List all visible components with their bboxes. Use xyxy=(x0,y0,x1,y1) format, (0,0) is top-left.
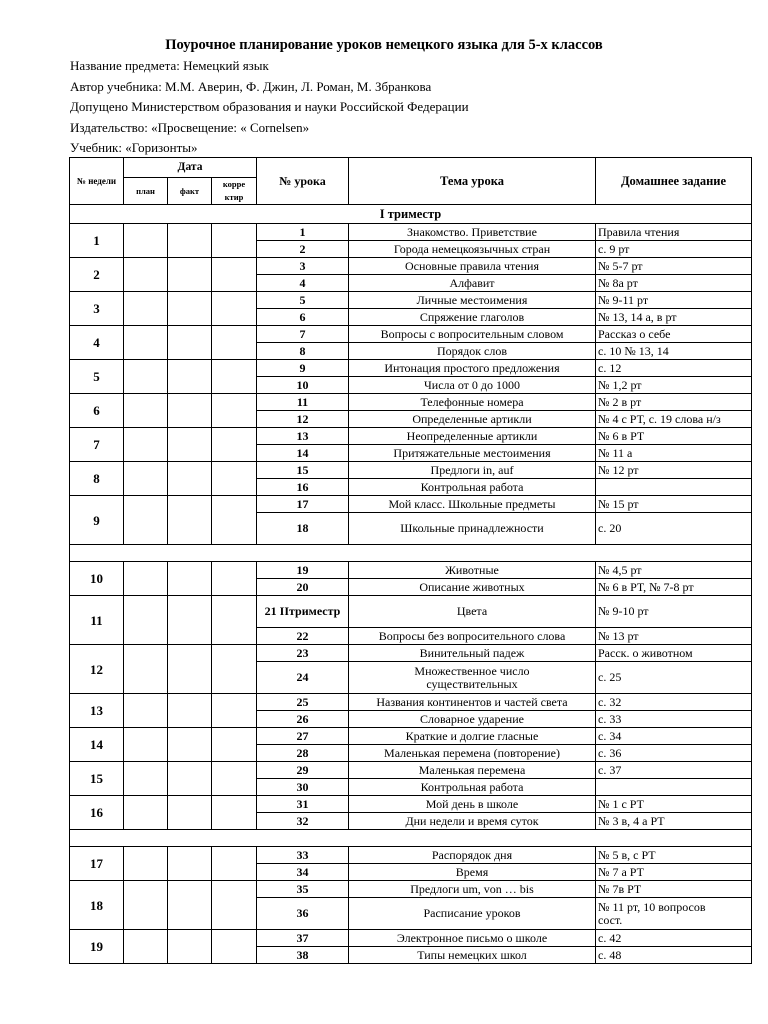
table-row xyxy=(70,694,752,711)
table-row xyxy=(70,462,752,479)
plan-date-cell xyxy=(124,496,168,545)
fact-date-cell xyxy=(168,728,212,762)
spacer-row xyxy=(70,545,752,562)
header-homework: Домашнее задание xyxy=(596,158,752,205)
lesson-topic: Описание животных xyxy=(349,579,596,596)
correction-date-cell xyxy=(212,428,257,462)
week-number: 19 xyxy=(70,930,124,964)
lesson-topic: Дни недели и время суток xyxy=(349,813,596,830)
homework: с. 12 xyxy=(596,360,752,377)
correction-date-cell xyxy=(212,728,257,762)
correction-date-cell xyxy=(212,762,257,796)
lesson-topic: Города немецкоязычных стран xyxy=(349,241,596,258)
homework: № 4,5 рт xyxy=(596,562,752,579)
fact-date-cell xyxy=(168,645,212,694)
plan-date-cell xyxy=(124,881,168,930)
lesson-topic: Основные правила чтения xyxy=(349,258,596,275)
header-plan: план xyxy=(124,178,168,205)
homework: № 7в РТ xyxy=(596,881,752,898)
lesson-number: 30 xyxy=(257,779,349,796)
table-row xyxy=(70,258,752,275)
header-row xyxy=(70,158,752,178)
lesson-topic: Неопределенные артикли xyxy=(349,428,596,445)
lesson-number: 33 xyxy=(257,847,349,864)
fact-date-cell xyxy=(168,360,212,394)
lesson-topic: Контрольная работа xyxy=(349,779,596,796)
subject-line: Название предмета: Немецкий язык xyxy=(70,58,269,73)
lesson-topic: Школьные принадлежности xyxy=(349,513,596,545)
lesson-topic: Словарное ударение xyxy=(349,711,596,728)
homework: № 9-11 рт xyxy=(596,292,752,309)
lesson-number: 11 xyxy=(257,394,349,411)
lesson-number: 1 xyxy=(257,224,349,241)
fact-date-cell xyxy=(168,847,212,881)
lesson-topic: Телефонные номера xyxy=(349,394,596,411)
correction-date-cell xyxy=(212,596,257,645)
lesson-number: 4 xyxy=(257,275,349,292)
homework: с. 32 xyxy=(596,694,752,711)
week-number: 12 xyxy=(70,645,124,694)
lesson-number: 7 xyxy=(257,326,349,343)
lesson-topic: Предлоги um, von … bis xyxy=(349,881,596,898)
lesson-number: 14 xyxy=(257,445,349,462)
homework: № 11 рт, 10 вопросов сост. xyxy=(596,898,752,930)
table-row xyxy=(70,728,752,745)
plan-date-cell xyxy=(124,645,168,694)
plan-date-cell xyxy=(124,258,168,292)
table-row xyxy=(70,428,752,445)
lesson-topic: Спряжение глаголов xyxy=(349,309,596,326)
lesson-number: 34 xyxy=(257,864,349,881)
plan-date-cell xyxy=(124,224,168,258)
lesson-number: 18 xyxy=(257,513,349,545)
week-number: 15 xyxy=(70,762,124,796)
lesson-number: 15 xyxy=(257,462,349,479)
lesson-topic: Животные xyxy=(349,562,596,579)
lesson-topic: Притяжательные местоимения xyxy=(349,445,596,462)
table-row xyxy=(70,796,752,813)
table-row xyxy=(70,292,752,309)
fact-date-cell xyxy=(168,796,212,830)
lesson-number: 19 xyxy=(257,562,349,579)
homework: с. 42 xyxy=(596,930,752,947)
correction-date-cell xyxy=(212,796,257,830)
lesson-topic: Вопросы без вопросительного слова xyxy=(349,628,596,645)
lesson-topic: Мой класс. Школьные предметы xyxy=(349,496,596,513)
lesson-number: 27 xyxy=(257,728,349,745)
lesson-number: 3 xyxy=(257,258,349,275)
week-number: 10 xyxy=(70,562,124,596)
lesson-topic: Время xyxy=(349,864,596,881)
homework: Расск. о животном xyxy=(596,645,752,662)
lesson-number: 13 xyxy=(257,428,349,445)
week-number: 1 xyxy=(70,224,124,258)
correction-date-cell xyxy=(212,224,257,258)
plan-date-cell xyxy=(124,796,168,830)
approval-line: Допущено Министерством образования и науки Российской Федерации xyxy=(70,99,469,114)
week-number: 7 xyxy=(70,428,124,462)
homework: Правила чтения xyxy=(596,224,752,241)
homework: с. 37 xyxy=(596,762,752,779)
lesson-number: 8 xyxy=(257,343,349,360)
correction-date-cell xyxy=(212,694,257,728)
plan-date-cell xyxy=(124,562,168,596)
homework: с. 36 xyxy=(596,745,752,762)
fact-date-cell xyxy=(168,258,212,292)
lesson-number: 2 xyxy=(257,241,349,258)
homework: № 3 в, 4 а РТ xyxy=(596,813,752,830)
homework: с. 34 xyxy=(596,728,752,745)
homework: с. 48 xyxy=(596,947,752,964)
week-number: 11 xyxy=(70,596,124,645)
lesson-number: 23 xyxy=(257,645,349,662)
lesson-number: 16 xyxy=(257,479,349,496)
table-row xyxy=(70,881,752,898)
fact-date-cell xyxy=(168,496,212,545)
table-row xyxy=(70,645,752,662)
correction-date-cell xyxy=(212,562,257,596)
lesson-number: 22 xyxy=(257,628,349,645)
lesson-topic: Предлоги in, auf xyxy=(349,462,596,479)
lesson-number: 26 xyxy=(257,711,349,728)
week-number: 9 xyxy=(70,496,124,545)
homework xyxy=(596,779,752,796)
lesson-number: 31 xyxy=(257,796,349,813)
fact-date-cell xyxy=(168,292,212,326)
lesson-number: 32 xyxy=(257,813,349,830)
table-row xyxy=(70,562,752,579)
lesson-number: 36 xyxy=(257,898,349,930)
homework: № 1,2 рт xyxy=(596,377,752,394)
lesson-topic: Типы немецких школ xyxy=(349,947,596,964)
lesson-topic: Интонация простого предложения xyxy=(349,360,596,377)
lesson-number: 37 xyxy=(257,930,349,947)
homework: № 11 а xyxy=(596,445,752,462)
lesson-plan-table xyxy=(69,157,752,964)
plan-date-cell xyxy=(124,694,168,728)
homework xyxy=(596,479,752,496)
homework: № 5 в, с РТ xyxy=(596,847,752,864)
plan-date-cell xyxy=(124,326,168,360)
correction-date-cell xyxy=(212,462,257,496)
lesson-topic: Контрольная работа xyxy=(349,479,596,496)
homework: № 6 в РТ xyxy=(596,428,752,445)
table-row xyxy=(70,930,752,947)
lesson-number: 24 xyxy=(257,662,349,694)
homework: с. 20 xyxy=(596,513,752,545)
lesson-topic: Вопросы с вопросительным словом xyxy=(349,326,596,343)
header-topic: Тема урока xyxy=(349,158,596,205)
homework: № 4 с РТ, с. 19 слова н/з xyxy=(596,411,752,428)
fact-date-cell xyxy=(168,596,212,645)
table-row xyxy=(70,224,752,241)
lesson-number: 20 xyxy=(257,579,349,596)
homework: № 8а рт xyxy=(596,275,752,292)
author-line: Автор учебника: М.М. Аверин, Ф. Джин, Л. Роман, М. Збранкова xyxy=(70,79,432,94)
lesson-number: 17 xyxy=(257,496,349,513)
week-number: 18 xyxy=(70,881,124,930)
week-number: 13 xyxy=(70,694,124,728)
plan-date-cell xyxy=(124,394,168,428)
fact-date-cell xyxy=(168,930,212,964)
homework: с. 25 xyxy=(596,662,752,694)
spacer-cell xyxy=(70,830,752,847)
correction-date-cell xyxy=(212,645,257,694)
correction-date-cell xyxy=(212,326,257,360)
header-correction: корре ктир xyxy=(212,178,257,205)
fact-date-cell xyxy=(168,224,212,258)
week-number: 4 xyxy=(70,326,124,360)
lesson-number: 38 xyxy=(257,947,349,964)
lesson-topic: Краткие и долгие гласные xyxy=(349,728,596,745)
plan-date-cell xyxy=(124,762,168,796)
table-row xyxy=(70,360,752,377)
lesson-topic: Личные местоимения xyxy=(349,292,596,309)
homework: с. 33 xyxy=(596,711,752,728)
correction-date-cell xyxy=(212,258,257,292)
lesson-topic: Знакомство. Приветствие xyxy=(349,224,596,241)
homework: № 12 рт xyxy=(596,462,752,479)
correction-date-cell xyxy=(212,394,257,428)
lesson-topic: Электронное письмо о школе xyxy=(349,930,596,947)
fact-date-cell xyxy=(168,762,212,796)
fact-date-cell xyxy=(168,462,212,496)
spacer-cell xyxy=(70,545,752,562)
lesson-number: 9 xyxy=(257,360,349,377)
lesson-topic: Определенные артикли xyxy=(349,411,596,428)
lesson-topic: Числа от 0 до 1000 xyxy=(349,377,596,394)
fact-date-cell xyxy=(168,881,212,930)
week-number: 5 xyxy=(70,360,124,394)
textbook-line: Учебник: «Горизонты» xyxy=(70,140,198,155)
term-row xyxy=(70,205,752,224)
plan-date-cell xyxy=(124,930,168,964)
week-number: 8 xyxy=(70,462,124,496)
term-label: I триместр xyxy=(70,205,752,224)
table-row xyxy=(70,496,752,513)
page-title: Поурочное планирование уроков немецкого языка для 5-х классов xyxy=(165,37,603,53)
plan-date-cell xyxy=(124,462,168,496)
lesson-number: 5 xyxy=(257,292,349,309)
lesson-topic: Винительный падеж xyxy=(349,645,596,662)
lesson-number: 25 xyxy=(257,694,349,711)
plan-date-cell xyxy=(124,596,168,645)
homework: № 9-10 рт xyxy=(596,596,752,628)
lesson-number: 21 IIтриместр xyxy=(257,596,349,628)
lesson-topic: Маленькая перемена (повторение) xyxy=(349,745,596,762)
lesson-number: 12 xyxy=(257,411,349,428)
plan-date-cell xyxy=(124,428,168,462)
week-number: 2 xyxy=(70,258,124,292)
publisher-line: Издательство: «Просвещение: « Cornelsen» xyxy=(70,120,310,135)
lesson-topic: Названия континентов и частей света xyxy=(349,694,596,711)
lesson-number: 10 xyxy=(257,377,349,394)
homework: № 13 рт xyxy=(596,628,752,645)
week-number: 6 xyxy=(70,394,124,428)
header-week: № недели xyxy=(70,158,124,205)
table-row xyxy=(70,847,752,864)
table-row xyxy=(70,326,752,343)
header-date: Дата xyxy=(124,158,257,178)
correction-date-cell xyxy=(212,360,257,394)
plan-date-cell xyxy=(124,847,168,881)
week-number: 17 xyxy=(70,847,124,881)
homework: № 2 в рт xyxy=(596,394,752,411)
week-number: 16 xyxy=(70,796,124,830)
correction-date-cell xyxy=(212,930,257,964)
plan-date-cell xyxy=(124,360,168,394)
week-number: 14 xyxy=(70,728,124,762)
plan-date-cell xyxy=(124,292,168,326)
lesson-number: 35 xyxy=(257,881,349,898)
lesson-topic: Распорядок дня xyxy=(349,847,596,864)
lesson-topic: Мой день в школе xyxy=(349,796,596,813)
lesson-topic: Множественное число существительных xyxy=(349,662,596,694)
lesson-topic: Расписание уроков xyxy=(349,898,596,930)
correction-date-cell xyxy=(212,496,257,545)
fact-date-cell xyxy=(168,562,212,596)
lesson-topic: Цвета xyxy=(349,596,596,628)
correction-date-cell xyxy=(212,847,257,881)
homework: № 13, 14 а, в рт xyxy=(596,309,752,326)
fact-date-cell xyxy=(168,394,212,428)
table-row xyxy=(70,394,752,411)
header-fact: факт xyxy=(168,178,212,205)
fact-date-cell xyxy=(168,694,212,728)
table-row xyxy=(70,762,752,779)
lesson-topic: Алфавит xyxy=(349,275,596,292)
correction-date-cell xyxy=(212,881,257,930)
fact-date-cell xyxy=(168,428,212,462)
table-row xyxy=(70,596,752,628)
lesson-number: 29 xyxy=(257,762,349,779)
week-number: 3 xyxy=(70,292,124,326)
lesson-topic: Порядок слов xyxy=(349,343,596,360)
plan-date-cell xyxy=(124,728,168,762)
homework: с. 10 № 13, 14 xyxy=(596,343,752,360)
homework: Рассказ о себе xyxy=(596,326,752,343)
correction-date-cell xyxy=(212,292,257,326)
lesson-number: 28 xyxy=(257,745,349,762)
homework: № 6 в РТ, № 7-8 рт xyxy=(596,579,752,596)
lesson-number: 6 xyxy=(257,309,349,326)
homework: № 5-7 рт xyxy=(596,258,752,275)
homework: № 1 с РТ xyxy=(596,796,752,813)
homework: № 7 а РТ xyxy=(596,864,752,881)
spacer-row xyxy=(70,830,752,847)
homework: с. 9 рт xyxy=(596,241,752,258)
fact-date-cell xyxy=(168,326,212,360)
lesson-topic: Маленькая перемена xyxy=(349,762,596,779)
header-lesson: № урока xyxy=(257,158,349,205)
homework: № 15 рт xyxy=(596,496,752,513)
